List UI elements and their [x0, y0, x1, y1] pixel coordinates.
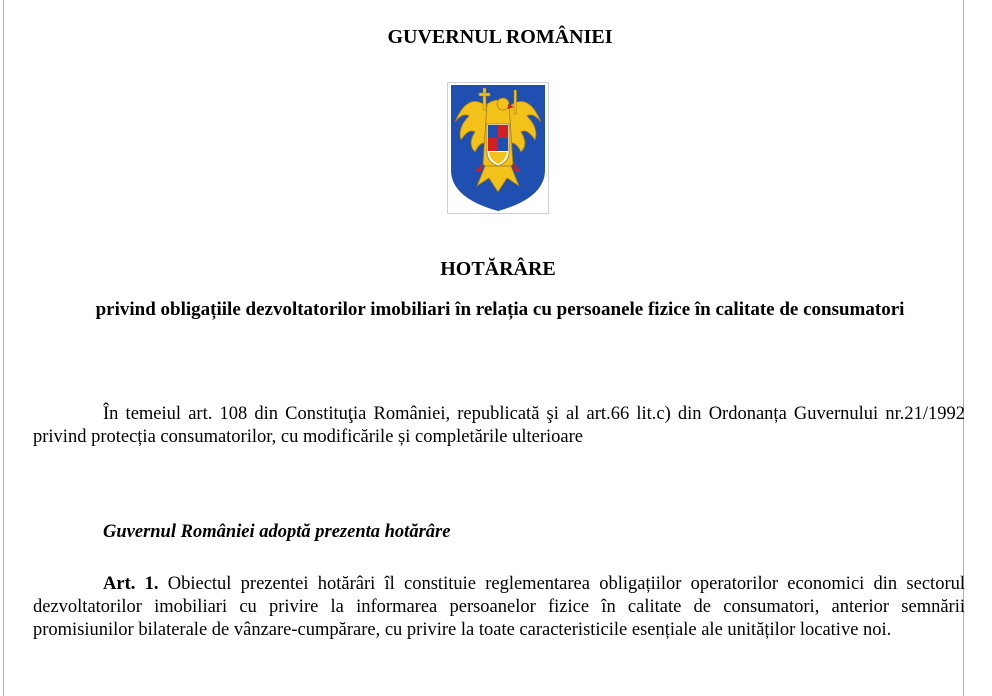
article-1-paragraph: [33, 573, 965, 642]
article-1-text: Obiectul prezentei hotărâri îl constituie reglementarea obligațiilor operatorilor economici din sectorul dezvoltatorilor imobiliari cu privire la informarea persoanelor fizice în calitate de consumatori, anterior semnării promisiunilor bilaterale de vânzare-cumpărare, cu privire la toate caracteristicile esențiale ale unităților locative noi.: [33, 574, 965, 640]
document-subject-heading: privind obligațiile dezvoltatorilor imobiliari în relația cu persoanele fizice în calitate de consumatori: [95, 299, 905, 320]
issuer-heading: GUVERNUL ROMÂNIEI: [387, 26, 613, 48]
document-type-heading: HOTĂRÂRE: [440, 258, 556, 280]
page-left-border: [3, 0, 4, 696]
article-1-label: Art. 1.: [103, 574, 159, 594]
coat-of-arms-icon: [447, 82, 549, 214]
legal-basis-paragraph: În temeiul art. 108 din Constituţia României, republicată şi al art.66 lit.c) din Ordonanța Guvernului nr.21/1992 privind protecția consumatorilor, cu modificările și completările ulterioare: [33, 404, 965, 447]
adoption-formula: Guvernul României adoptă prezenta hotărâre: [103, 522, 451, 542]
